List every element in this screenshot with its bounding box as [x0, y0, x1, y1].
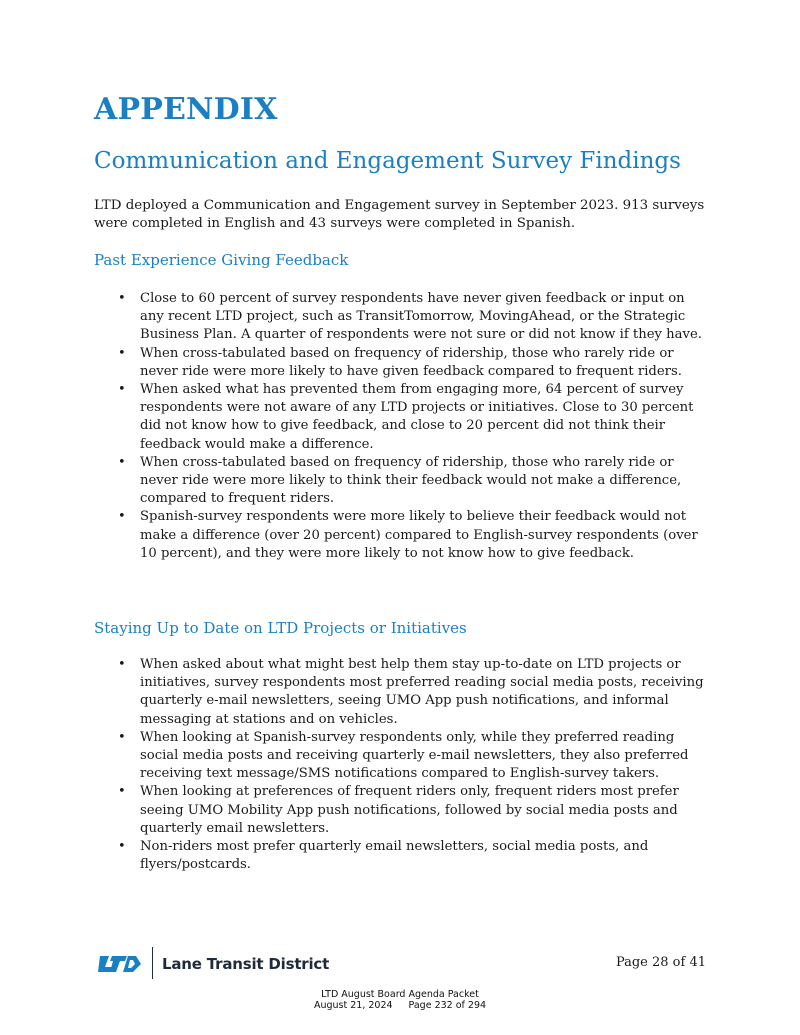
packet-date: August 21, 2024 [313, 1000, 393, 1011]
ltd-logo-icon [96, 954, 142, 974]
list-item: • When asked about what might best help them stay up-to-date on LTD projects or initiatives, survey respondents most preferred reading social media posts, receiving quarterly e-mail newsletters, seeing UMO App push notifications, and informal messaging at stations and on vehicles. [118, 656, 710, 729]
packet-date-line [0, 1000, 800, 1011]
list-item: • When looking at preferences of frequent riders only, frequent riders most prefer seeing UMO Mobility App push notifications, followed by social media posts and quarterly email newsletters. [118, 783, 710, 838]
page-heading: APPENDIX [94, 92, 278, 127]
list-item: • When cross-tabulated based on frequency of ridership, those who rarely ride or never ride were more likely to have given feedback compared to frequent riders. [118, 345, 710, 381]
list-item: • When cross-tabulated based on frequency of ridership, those who rarely ride or never ride were more likely to think their feedback would not make a difference, compared to frequent riders. [118, 454, 710, 509]
packet-page: Page 232 of 294 [408, 1000, 487, 1011]
list-item: • When looking at Spanish-survey respondents only, while they preferred reading social media posts and receiving quarterly e-mail newsletters, they also preferred receiving text message/SMS notifications compared to English-survey takers. [118, 729, 710, 784]
list-item: • Spanish-survey respondents were more likely to believe their feedback would not make a difference (over 20 percent) compared to English-survey respondents (over 10 percent), and they were more likely to not know how to give feedback. [118, 508, 710, 563]
list-item: • Non-riders most prefer quarterly email newsletters, social media posts, and flyers/postcards. [118, 838, 710, 874]
section-title-past-experience: Past Experience Giving Feedback [94, 251, 349, 269]
bullet-list-past-experience [118, 290, 710, 563]
list-item: • Close to 60 percent of survey respondents have never given feedback or input on any recent LTD project, such as TransitTomorrow, MovingAhead, or the Strategic Business Plan. A quarter of respondents were not sure or did not know if they have. [118, 290, 710, 345]
ltd-logo-text: LTD [96, 954, 99, 955]
org-name: Lane Transit District [162, 955, 330, 973]
packet-title: LTD August Board Agenda Packet [321, 989, 479, 1000]
section-title-staying-up-to-date: Staying Up to Date on LTD Projects or Initiatives [94, 619, 467, 637]
list-item: • When asked what has prevented them from engaging more, 64 percent of survey respondents were not aware of any LTD projects or initiatives. Close to 30 percent did not know how to give feedback, and close to 20 percent did not think their feedback would make a difference. [118, 381, 710, 454]
ltd-logo [96, 948, 142, 980]
bullet-list-staying-up-to-date [118, 656, 710, 874]
page-subheading: Communication and Engagement Survey Findings [94, 148, 681, 174]
footer-divider [152, 947, 153, 979]
packet-footer [0, 989, 800, 1011]
page-number: Page 28 of 41 [615, 955, 706, 970]
intro-paragraph: LTD deployed a Communication and Engagement survey in September 2023. 913 surveys were completed in English and 43 surveys were completed in Spanish. [94, 198, 705, 231]
